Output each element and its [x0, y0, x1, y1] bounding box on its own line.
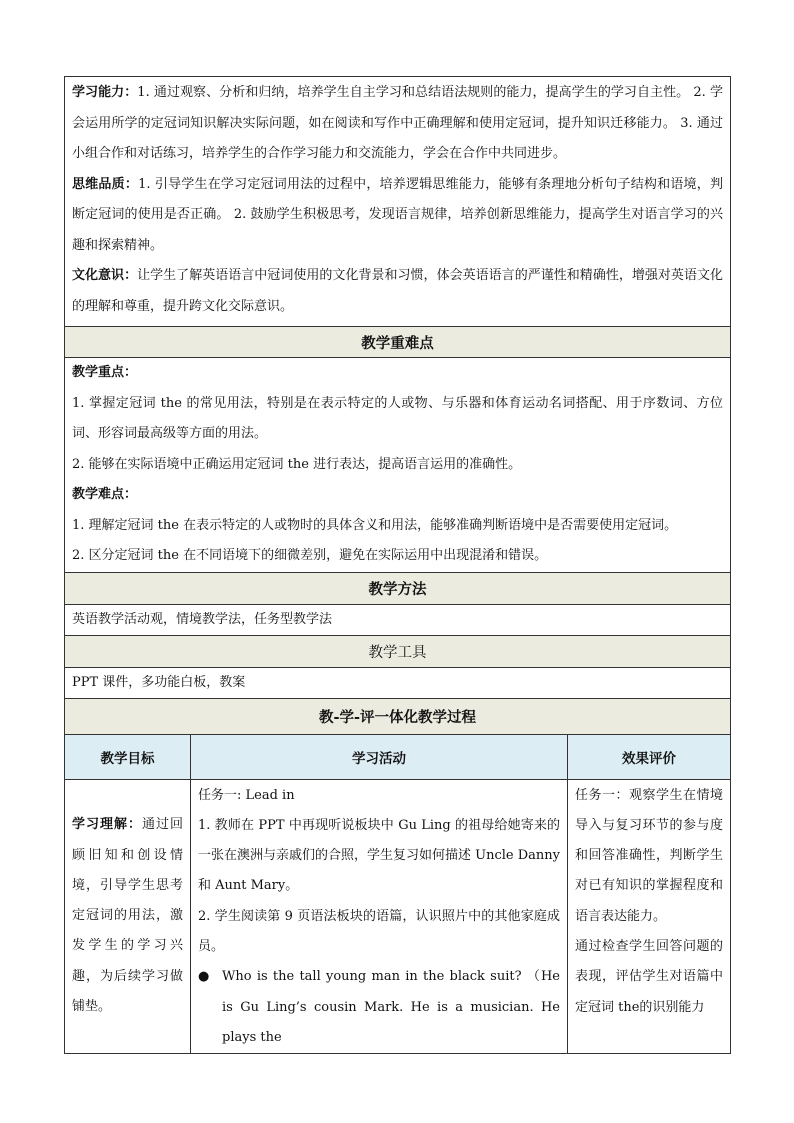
focus-item-1: 1. 掌握定冠词 the 的常见用法，特别是在表示特定的人或物、与乐器和体育运动名词搭配、用于序数词、方位词、形容词最高级等方面的用法。: [72, 395, 724, 441]
evaluation-text-2: 通过检查学生回答问题的表现，评估学生对语篇中定冠词 the的识别能力: [575, 938, 724, 1015]
activity-cell: [191, 779, 568, 1054]
question-text: Who is the tall young man in the black suit? （He is Gu Ling’s cousin Mark. He is a musician. He plays the: [222, 969, 560, 1045]
thinking-quality-label: 思维品质：: [72, 176, 139, 192]
bullet-dot-icon: ●: [198, 969, 210, 985]
culture-awareness-label: 文化意识：: [72, 268, 138, 283]
thinking-quality-text: 1. 引导学生在学习定冠词用法的过程中，培养逻辑思维能力，能够有条理地分析句子结构和语境，判断定冠词的使用是否正确。 2. 鼓励学生积极思考，发现语言规律，培养创新思维能力，提高学生对语言学习的兴趣和探索精神。: [72, 176, 724, 253]
key-points-row: [65, 358, 731, 573]
activity-step-1: 1. 教师在 PPT 中再现听说板块中 Gu Ling 的祖母给她寄来的一张在澳洲与亲戚们的合照，学生复习如何描述 Uncle Danny 和 Aunt Mary。: [198, 817, 560, 894]
goal-cell: [65, 779, 191, 1054]
process-header-row: [65, 698, 731, 734]
column-header-evaluation: 效果评价: [568, 734, 731, 779]
learning-ability-label: 学习能力：: [72, 85, 138, 100]
focus-label: 教学重点：: [72, 365, 138, 380]
thinking-quality-paragraph: [72, 170, 723, 262]
process-task-row: [65, 779, 731, 1054]
abilities-row: [65, 77, 731, 327]
methods-row: [65, 604, 731, 635]
key-points-header-row: [65, 327, 731, 358]
tools-header-row: [65, 635, 731, 667]
culture-awareness-text: 让学生了解英语语言中冠词使用的文化背景和习惯，体会英语语言的严谨性和精确性，增强对英语文化的理解和尊重，提升跨文化交际意识。: [72, 268, 723, 314]
process-column-header-row: [65, 734, 731, 779]
column-header-goal: 教学目标: [65, 734, 191, 779]
process-header: 教-学-评一体化教学过程: [65, 698, 731, 734]
key-points-header: 教学重难点: [65, 327, 731, 358]
methods-header: 教学方法: [65, 572, 731, 604]
methods-header-row: [65, 572, 731, 604]
difficulty-label: 教学难点：: [72, 487, 138, 502]
difficulty-item-1: 1. 理解定冠词 the 在表示特定的人或物时的具体含义和用法，能够准确判断语境中是否需要使用定冠词。: [72, 517, 678, 533]
question-bullet: [198, 962, 560, 1053]
activity-step-2: 2. 学生阅读第 9 页语法板块的语篇，认识照片中的其他家庭成员。: [198, 908, 560, 954]
goal-label: 学习理解：: [72, 817, 142, 833]
tools-text: PPT 课件，多功能白板，教案: [65, 667, 731, 698]
tools-header: 教学工具: [65, 635, 731, 667]
learning-ability-paragraph: [72, 78, 723, 170]
lesson-plan-table: [64, 76, 731, 1054]
difficulty-item-2: 2. 区分定冠词 the 在不同语境下的细微差别，避免在实际运用中出现混淆和错误。: [72, 548, 548, 563]
culture-awareness-paragraph: [72, 261, 723, 322]
column-header-activity: 学习活动: [191, 734, 568, 779]
focus-item-2: 2. 能够在实际语境中正确运用定冠词 the 进行表达，提高语言运用的准确性。: [72, 456, 522, 472]
evaluation-text-1: 任务一：观察学生在情境导入与复习环节的参与度和回答准确性，判断学生对已有知识的掌握程度和语言表达能力。: [575, 787, 724, 924]
methods-text: 英语教学活动观，情境教学法，任务型教学法: [65, 604, 731, 635]
learning-ability-text: 1. 通过观察、分析和归纳，培养学生自主学习和总结语法规则的能力，提高学生的学习自主性。 2. 学会运用所学的定冠词知识解决实际问题，如在阅读和写作中正确理解和使用定冠词，提升知识迁移能力。 3. 通过小组合作和对话练习，培养学生的合作学习能力和交流能力，学会在合作中共同进步。: [72, 85, 724, 161]
task-title: 任务一: Lead in: [198, 787, 295, 803]
goal-text: 通过回顾旧知和创设情境，引导学生思考定冠词的用法，激发学生的学习兴趣，为后续学习做铺垫。: [72, 817, 183, 1015]
tools-row: [65, 667, 731, 698]
evaluation-cell: [568, 779, 731, 1054]
